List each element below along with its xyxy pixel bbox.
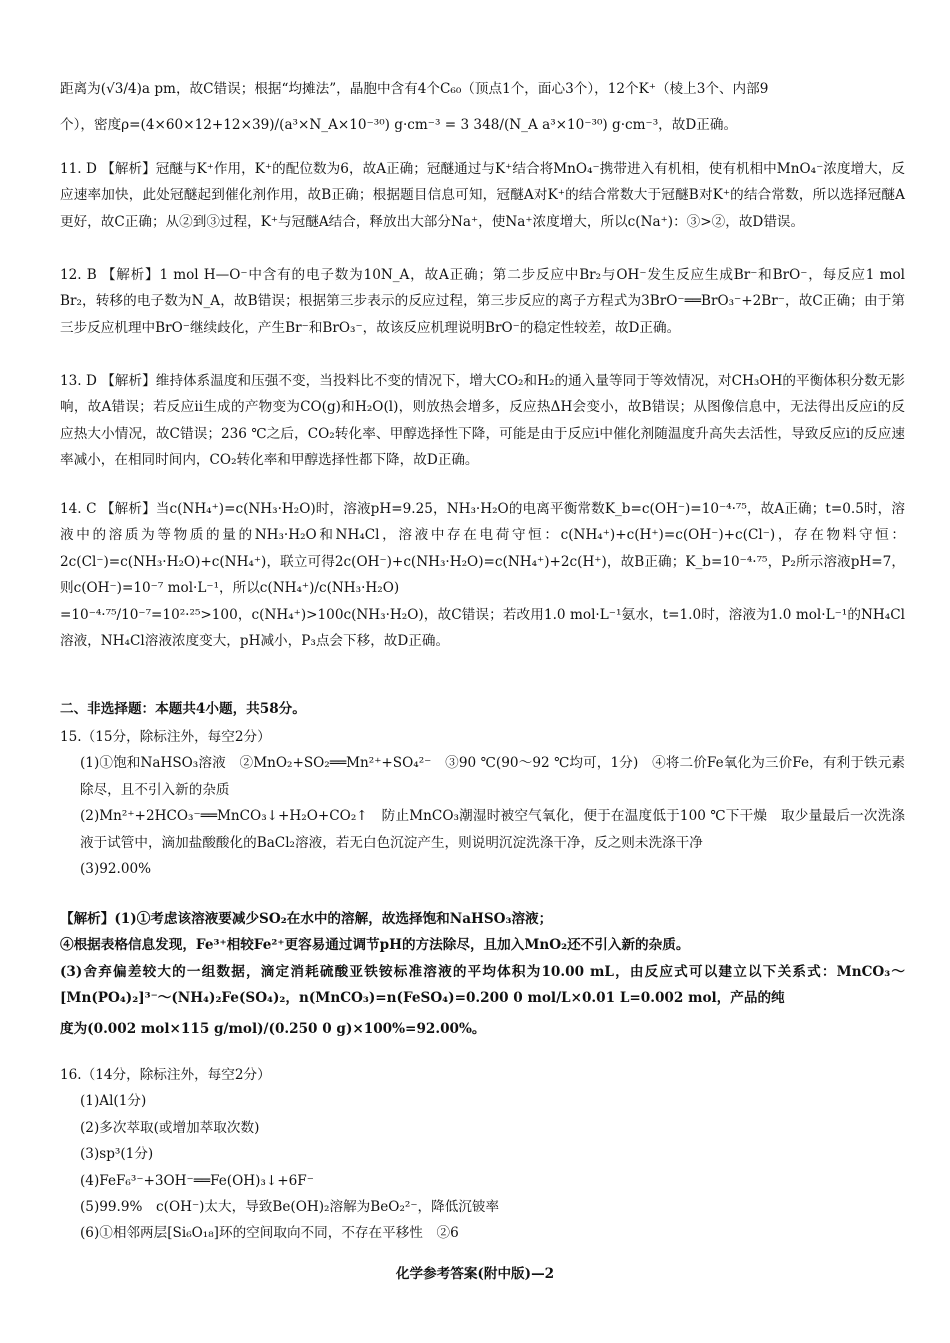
q16-part-6: (6)①相邻两层[Si₆O₁₈]环的空间取向不同，不存在平移性 ②6 (80, 1225, 459, 1242)
q14-text-1: 14. C 【解析】当c(NH₄⁺)=c(NH₃·H₂O)时，溶液pH=9.25，NH₃·H₂O的电离平衡常数K_b=c(OH⁻)=10⁻⁴·⁷⁵，故A正确；t=0.5时，溶液中的溶质为等物质的量的NH₃·H₂O和NH₄Cl，溶液中存在电荷守恒：c(NH₄⁺)+c(H⁺)=c(OH⁻)+c(Cl⁻)，存在物料守恒：2c(Cl⁻)=c(NH₃·H₂O)+c(NH₄⁺)，联立可得2c(OH⁻)+c(NH₃·H₂O)=c(NH₄⁺)+2c(H⁺)，故B正确；K_b=10⁻⁴·⁷⁵，P₂所示溶液pH=7，则c(OH⁻)=10⁻⁷ mol·L⁻¹，所以c(NH₄⁺)/c(NH₃·H₂O) (60, 501, 905, 597)
section-2-heading (60, 696, 905, 722)
q12-text: 12. B 【解析】1 mol H—O⁻中含有的电子数为10N_A，故A正确；第二步反应中Br₂与OH⁻发生反应生成Br⁻和BrO⁻，每反应1 mol Br₂，转移的电子数为N_A，故B错误；根据第三步表示的反应过程，第三步反应的离子方程式为3BrO⁻══BrO₃⁻+2Br⁻，故C正确；由于第三步反应机理中BrO⁻继续歧化，产生Br⁻和BrO₃⁻，故该反应机理说明BrO⁻的稳定性较差，故D正确。 (60, 267, 905, 336)
q16-part-2: (2)多次萃取(或增加萃取次数) (80, 1119, 260, 1136)
q16-part-5: (5)99.9% c(OH⁻)太大，导致Be(OH)₂溶解为BeO₂²⁻，降低沉铍率 (80, 1199, 500, 1216)
q10-continuation (60, 76, 905, 139)
q15-part-3: (3)92.00% (80, 861, 152, 878)
section-2-title: 二、非选择题：本题共4小题，共58分。 (60, 701, 306, 717)
q16-heading: 16.（14分，除标注外，每空2分） (60, 1067, 271, 1083)
q16-part-1: (1)Al(1分) (80, 1093, 147, 1110)
q15-heading: 15.（15分，除标注外，每空2分） (60, 729, 271, 745)
q11-answer (60, 156, 905, 235)
page-footer: 化学参考答案(附中版)—2 (395, 1266, 555, 1282)
q10-line-2: 个），密度ρ=(4×60×12+12×39)/(a³×N_A×10⁻³⁰) g·cm⁻³ = 3 348/(N_A a³×10⁻³⁰) g·cm⁻³，故D正确。 (60, 117, 738, 134)
q16-answer (60, 1062, 905, 1247)
q14-answer (60, 496, 905, 654)
q15-analysis-4: 度为(0.002 mol×115 g/mol)/(0.250 0 g)×100%=92.00%。 (60, 1020, 486, 1037)
q15-analysis-3: (3)舍弃偏差较大的一组数据，滴定消耗硫酸亚铁铵标准溶液的平均体积为10.00 mL，由反应式可以建立以下关系式：MnCO₃～[Mn(PO₄)₂]³⁻～(NH₄)₂Fe(SO₄)₂，n(MnCO₃)=n(FeSO₄)=0.200 0 mol/L×0.01 L=0.002 mol，产品的纯 (60, 963, 905, 1007)
q16-part-4: (4)FeF₆³⁻+3OH⁻══Fe(OH)₃↓+6F⁻ (80, 1172, 314, 1189)
q15-analysis-1: 【解析】(1)①考虑该溶液要减少SO₂在水中的溶解，故选择饱和NaHSO₃溶液； (60, 911, 553, 927)
q12-answer (60, 262, 905, 341)
q11-text: 11. D 【解析】冠醚与K⁺作用，K⁺的配位数为6，故A正确；冠醚通过与K⁺结合将MnO₄⁻携带进入有机相，使有机相中MnO₄⁻浓度增大，反应速率加快，此处冠醚起到催化剂作用，故B正确；根据题目信息可知，冠醚A对K⁺的结合常数大于冠醚B对K⁺的结合常数，所以选择冠醚A更好，故C正确；从②到③过程，K⁺与冠醚A结合，释放出大部分Na⁺，使Na⁺浓度增大，所以c(Na⁺)：③>②，故D错误。 (60, 161, 905, 230)
q15-answer (60, 724, 905, 882)
q15-part-2: (2)Mn²⁺+2HCO₃⁻══MnCO₃↓+H₂O+CO₂↑ 防止MnCO₃潮湿时被空气氧化，便于在温度低于100 ℃下干燥 取少量最后一次洗涤液于试管中，滴加盐酸酸化的BaCl₂溶液，若无白色沉淀产生，则说明沉淀洗涤干净，反之则未洗涤干净 (80, 808, 905, 851)
q15-part-1: (1)①饱和NaHSO₃溶液 ②MnO₂+SO₂══Mn²⁺+SO₄²⁻ ③90 ℃(90～92 ℃均可，1分) ④将二价Fe氧化为三价Fe，有利于铁元素除尽，且不引入新的杂质 (80, 755, 905, 798)
q16-part-3: (3)sp³(1分) (80, 1146, 154, 1163)
q10-line-1: 距离为(√3/4)a pm，故C错误；根据“均摊法”，晶胞中含有4个C₆₀（顶点1个，面心3个），12个K⁺（棱上3个、内部9 (60, 81, 769, 97)
q15-analysis-2: ④根据表格信息发现，Fe³⁺相较Fe²⁺更容易通过调节pH的方法除尽，且加入MnO₂还不引入新的杂质。 (60, 937, 690, 954)
q15-analysis (60, 906, 905, 1042)
q14-text-2: =10⁻⁴·⁷⁵/10⁻⁷=10²·²⁵>100，c(NH₄⁺)>100c(NH₃·H₂O)，故C错误；若改用1.0 mol·L⁻¹氨水，t=1.0时，溶液为1.0 mol·L⁻¹的NH₄Cl溶液，NH₄Cl溶液浓度变大，pH减小，P₃点会下移，故D正确。 (60, 606, 905, 650)
q13-text: 13. D 【解析】维持体系温度和压强不变，当投料比不变的情况下，增大CO₂和H₂的通入量等同于等效情况，对CH₃OH的平衡体积分数无影响，故A错误；若反应ⅱ生成的产物变为CO(g)和H₂O(l)，则放热会增多，反应热ΔH会变小，故B错误；从图像信息中，无法得出反应ⅰ的反应热大小情况，故C错误；236 ℃之后，CO₂转化率、甲醇选择性下降，可能是由于反应ⅰ中催化剂随温度升高失去活性，导致反应ⅰ的反应速率减小，在相同时间内，CO₂转化率和甲醇选择性都下降，故D正确。 (60, 373, 905, 469)
q13-answer (60, 368, 905, 474)
